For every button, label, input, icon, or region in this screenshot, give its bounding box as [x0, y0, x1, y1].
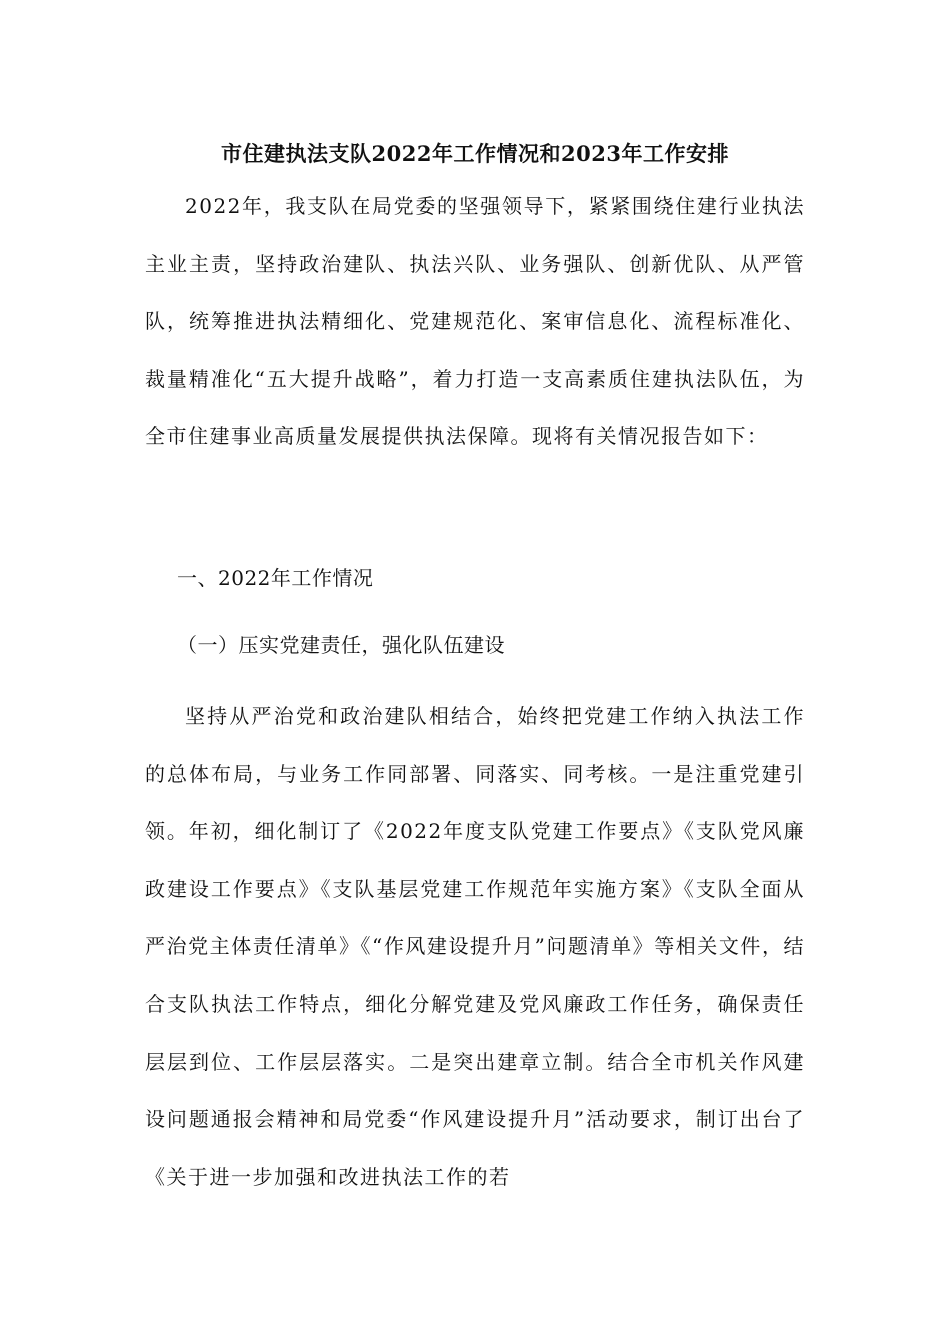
- document-title: 市住建执法支队2022年工作情况和2023年工作安排: [221, 141, 729, 166]
- section-heading: 一、2022年工作情况: [177, 566, 374, 590]
- body-paragraph: 坚持从严治党和政治建队相结合，始终把党建工作纳入执法工作的总体布局，与业务工作同部署、同落实、同考核。一是注重党建引领。年初，细化制订了《2022年度支队党建工作要点》《支队党风廉政建设工作要点》《支队基层党建工作规范年实施方案》《支队全面从严治党主体责任清单》《“作风建设提升月”问题清单》等相关文件，结合支队执法工作特点，细化分解党建及党风廉政工作任务，确保责任层层到位、工作层层落实。二是突出建章立制。结合全市机关作风建设问题通报会精神和局党委“作风建设提升月”活动要求，制订出台了《关于进一步加强和改进执法工作的若: [145, 704, 805, 1189]
- intro-paragraph: 2022年，我支队在局党委的坚强领导下，紧紧围绕住建行业执法主业主责，坚持政治建队、执法兴队、业务强队、创新优队、从严管队，统筹推进执法精细化、党建规范化、案审信息化、流程标准化、裁量精准化“五大提升战略”，着力打造一支高素质住建执法队伍，为全市住建事业高质量发展提供执法保障。现将有关情况报告如下：: [145, 194, 805, 449]
- subsection-heading: （一）压实党建责任，强化队伍建设: [177, 633, 505, 657]
